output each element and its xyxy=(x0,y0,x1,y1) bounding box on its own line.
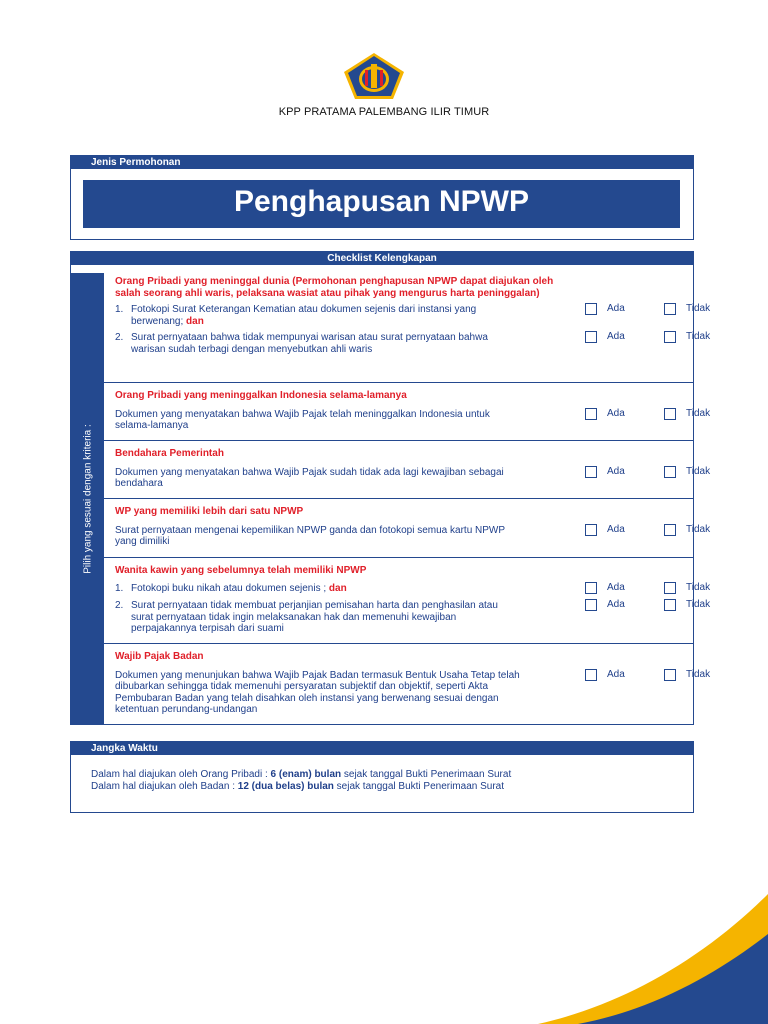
criteria-sidebar xyxy=(71,273,104,725)
section-title: WP yang memiliki lebih dari satu NPWP xyxy=(115,506,304,517)
section-title: Orang Pribadi yang meninggal dunia (Permohonan penghapusan NPWP dapat diajukan oleh salah seorang ahli waris, pelaksana wasiat atau pihak yang mengurus harta peninggalan) xyxy=(115,276,554,299)
item-text: Surat pernyataan bahwa tidak mempunyai warisan atau surat pernyataan bahwa warisan sudah terbagi dengan menyebutkan ahli waris xyxy=(131,332,488,355)
section-divider xyxy=(104,382,693,383)
timeframe-body xyxy=(71,755,693,792)
item-text: Dokumen yang menyatakan bahwa Wajib Pajak sudah tidak ada lagi kewajiban sebagai bendahara xyxy=(115,466,504,489)
checkbox-box[interactable] xyxy=(585,331,597,343)
item-text: Fotokopi buku nikah atau dokumen sejenis ; xyxy=(131,582,327,594)
checklist-item: 1. Fotokopi Surat Keterangan Kematian atau dokumen sejenis dari instansi yang berwenang; dan Ada Tidak xyxy=(115,303,711,327)
office-name: KPP PRATAMA PALEMBANG ILIR TIMUR xyxy=(278,106,490,118)
item-text: Dokumen yang menyatakan bahwa Wajib Pajak telah meninggalkan Indonesia untuk selama-lamanya xyxy=(115,408,490,431)
item-text: Fotokopi Surat Keterangan Kematian atau dokumen sejenis dari instansi yang berwenang; xyxy=(131,304,477,327)
checklist-header: Checklist Kelengkapan xyxy=(71,252,693,265)
request-type-label: Jenis Permohonan xyxy=(71,156,693,169)
section-business-entity xyxy=(115,651,711,716)
checkbox-box[interactable] xyxy=(585,524,597,536)
timeframe-panel xyxy=(70,741,694,813)
checkbox-box[interactable] xyxy=(585,669,597,681)
checkbox-box[interactable] xyxy=(585,599,597,611)
checklist-panel xyxy=(70,251,711,725)
timeframe-header: Jangka Waktu xyxy=(71,742,693,755)
checklist-item: 2. Surat pernyataan bahwa tidak mempunyai warisan atau surat pernyataan bahwa warisan sudah terbagi dengan menyebutkan ahli waris Ada Tidak xyxy=(115,331,711,355)
checkbox-box[interactable] xyxy=(585,303,597,315)
section-divider xyxy=(104,557,693,558)
section-multiple-npwp xyxy=(115,506,711,548)
checkbox-box[interactable] xyxy=(664,331,676,343)
section-married-woman xyxy=(115,565,711,635)
request-type-panel xyxy=(70,155,694,240)
checkbox-box[interactable] xyxy=(664,582,676,594)
item-text: Surat pernyataan mengenai kepemilikan NPWP ganda dan fotokopi semua kartu NPWP yang dimiliki xyxy=(115,524,505,547)
section-divider xyxy=(104,498,693,499)
section-title: Wajib Pajak Badan xyxy=(115,651,204,662)
section-left-indonesia xyxy=(115,390,711,432)
section-title: Wanita kawin yang sebelumnya telah memiliki NPWP xyxy=(115,565,367,576)
section-divider xyxy=(104,440,693,441)
ministry-logo-icon xyxy=(343,52,405,100)
section-treasurer xyxy=(115,448,711,490)
section-divider xyxy=(104,643,693,644)
section-deceased xyxy=(115,276,711,355)
timeframe-line-entity: Dalam hal diajukan oleh Badan : 12 (dua belas) bulan sejak tanggal Bukti Penerimaan Surat xyxy=(91,780,505,792)
checkbox-box[interactable] xyxy=(664,408,676,420)
item-text: Dokumen yang menunjukan bahwa Wajib Pajak Badan termasuk Bentuk Usaha Tetap telah dibubarkan sehingga tidak memenuhi persyaratan subjektif dan objektif, seperti Akta Pembubaran Badan yang telah disahkan oleh instansi yang berwenang sesuai dengan ketentuan perundang-undangan xyxy=(115,669,520,715)
section-title: Bendahara Pemerintah xyxy=(115,448,224,459)
checkbox-box[interactable] xyxy=(585,466,597,478)
checkbox-box[interactable] xyxy=(664,303,676,315)
criteria-sidebar-label: Pilih yang sesuai dengan kriteria : xyxy=(82,424,94,574)
checklist-item: Dokumen yang menyatakan bahwa Wajib Pajak telah meninggalkan Indonesia untuk selama-lamanya Ada Tidak xyxy=(115,407,711,431)
checkbox-box[interactable] xyxy=(664,524,676,536)
request-title: Penghapusan NPWP xyxy=(83,180,680,228)
item-text: Surat pernyataan tidak membuat perjanjian pemisahan harta dan penghasilan atau surat pernyataan tidak ingin melaksanakan hak dan memenuhi kewajiban perpajakannya terpisah dari suami xyxy=(131,600,498,634)
checklist-item: Surat pernyataan mengenai kepemilikan NPWP ganda dan fotokopi semua kartu NPWP yang dimiliki Ada Tidak xyxy=(115,523,711,547)
checkbox-box[interactable] xyxy=(664,669,676,681)
checklist-item: 2. Surat pernyataan tidak membuat perjanjian pemisahan harta dan penghasilan atau surat pernyataan tidak ingin melaksanakan hak dan memenuhi kewajiban perpajakannya terpisah dari suami Ada Tidak xyxy=(115,599,711,634)
connector-text: dan xyxy=(328,582,347,594)
checklist-item: Dokumen yang menunjukan bahwa Wajib Pajak Badan termasuk Bentuk Usaha Tetap telah dibubarkan sehingga tidak memenuhi persyaratan subjektif dan objektif, seperti Akta Pembubaran Badan yang telah disahkan oleh instansi yang berwenang sesuai dengan ketentuan perundang-undangan Ada Tidak xyxy=(115,668,711,715)
corner-swoosh-decoration xyxy=(538,884,768,1024)
checkbox-box[interactable] xyxy=(585,582,597,594)
section-title: Orang Pribadi yang meninggalkan Indonesia selama-lamanya xyxy=(115,390,407,401)
connector-text: dan xyxy=(186,315,204,327)
checkbox-box[interactable] xyxy=(664,599,676,611)
checklist-item: Dokumen yang menyatakan bahwa Wajib Pajak sudah tidak ada lagi kewajiban sebagai bendahara Ada Tidak xyxy=(115,465,711,489)
checklist-item: 1. Fotokopi buku nikah atau dokumen sejenis ; dan Ada Tidak xyxy=(115,581,711,594)
checkbox-box[interactable] xyxy=(585,408,597,420)
checkbox-box[interactable] xyxy=(664,466,676,478)
timeframe-line-individual: Dalam hal diajukan oleh Orang Pribadi : 6 (enam) bulan sejak tanggal Bukti Penerimaan Surat xyxy=(91,769,512,780)
